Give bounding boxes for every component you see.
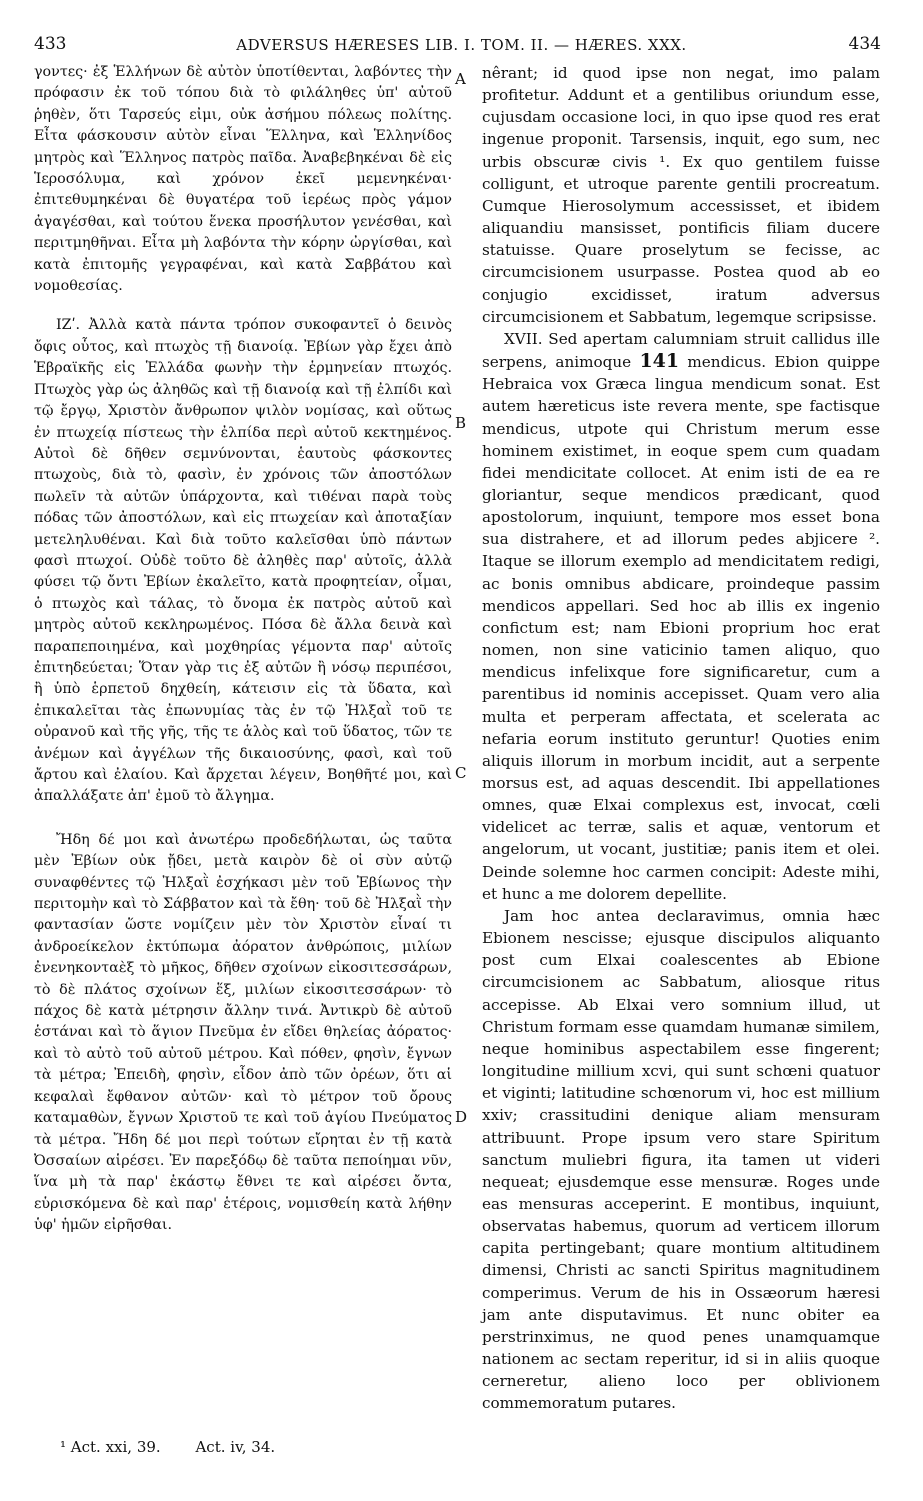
greek-paragraph-1: γοντες· ἐξ Ἑλλήνων δὲ αὐτὸν ὑποτίθενται, λαβόντες τὴν πρόφασιν ἐκ τοῦ τόπου διὰ τὸ φιλάληθες ὑπ' αὐτοῦ ῥηθὲν, ὅτι Ταρσεύς εἰμι, οὐκ ἀσήμου πόλεως πολίτης. Εἶτα φάσκουσιν αὐτὸν εἶναι Ἕλληνα, καὶ Ἑλληνίδος μητρὸς καὶ Ἕλληνος πατρὸς παῖδα. Ἀναβεβηκέναι δὲ εἰς Ἱεροσόλυμα, καὶ χρόνον ἐκεῖ μεμενηκέναι· ἐπιτεθυμηκέναι δὲ θυγατέρα τοῦ ἱερέως πρὸς γάμον ἀγαγέσθαι, καὶ τούτου ἕνεκα προσήλυτον γενέσθαι, καὶ περιτμηθῆναι. Εἶτα μὴ λαβόντα τὴν κόρην ὠργίσθαι, καὶ κατὰ ἐπιτομῆς γεγραφέναι, καὶ κατὰ Σαββάτου καὶ νομοθεσίας. [34,64,452,295]
greek-column [34,62,452,1237]
footnote-2: Act. iv, 34. [195,1438,276,1456]
column-number-marker: 141 [639,350,680,373]
latin-paragraph-3: Jam hoc antea declaravimus, omnia hæc Ebionem nescisse; ejusque discipulos aliquanto post cum Elxai coalescentes ab Ebione circumcisionem ac Sabbatum, aliosque ritus accepisse. Ab Elxai vero somnium illud, ut Christum formam esse quamdam humanæ similem, neque hominibus aspectabilem esse fingerent; longitudine millium xcvi, qui sunt schœni quatuor et viginti; latitudine schœnorum vi, hoc est millium xxiv; crassitudini denique aliam mensuram attribuunt. Prope ipsum vero stare Spiritum sanctum muliebri figura, ita tamen ut videri nequeat; ejusdemque esse mensuræ. Roges unde eas mensuras acceperint. E montibus, inquiunt, observatas habemus, quorum ad verticem illorum capita pertingebant; quare montium altitudinem dimensi, Christi ac sancti Spiritus magnitudinem comperimus. Verum de his in Ossæorum hæresi jam ante disputavimus. Et nunc obiter ea perstrinximus, ne quod penes unamquamque nationem ac sectam reperitur, id si in aliis quoque cerneretur, alieno loco per oblivionem commemoratum putares. [482,906,880,1413]
page-number-left: 433 [34,34,67,54]
page-number-right: 434 [848,34,881,54]
greek-paragraph-2: ΙΖʹ. Ἀλλὰ κατὰ πάντα τρόπον συκοφαντεῖ ὁ δεινὸς ὄφις οὗτος, καὶ πτωχὸς τῇ διανοίᾳ. Ἐβίων γὰρ ἔχει ἀπὸ Ἑβραϊκῆς εἰς Ἑλλάδα φωνὴν τὴν ἑρμηνείαν πτωχός. Πτωχὸς γὰρ ὡς ἀληθῶς καὶ τῇ διανοίᾳ καὶ τῇ ἐλπίδι καὶ τῷ ἔργῳ, Χριστὸν ἄνθρωπον ψιλὸν νομίσας, καὶ οὕτως ἐν πτωχείᾳ πίστεως τὴν ἐλπίδα περὶ αὐτοῦ κεκτημένος. Αὐτοὶ δὲ δῆθεν σεμνύνονται, ἑαυτοὺς φάσκοντες πτωχοὺς, διὰ τὸ, φασὶν, ἐν χρόνοις τῶν ἀποστόλων πωλεῖν τὰ αὐτῶν ὑπάρχοντα, καὶ τιθέναι παρὰ τοὺς πόδας τῶν ἀποστόλων, καὶ εἰς πτωχείαν καὶ ἀποταξίαν μετεληλυθέναι. Καὶ διὰ τοῦτο καλεῖσθαι ὑπὸ πάντων φασὶ πτωχοί. Οὐδὲ τοῦτο δὲ ἀληθὲς παρ' αὐτοῖς, ἀλλὰ φύσει τῷ ὄντι Ἐβίων ἐκαλεῖτο, κατὰ προφητείαν, οἶμαι, ὁ πτωχὸς καὶ τάλας, τὸ ὄνομα ἐκ πατρὸς αὐτοῦ καὶ μητρὸς αὐτοῦ κεκληρωμένος. Πόσα δὲ ἄλλα δεινὰ καὶ παραπεποιημένα, καὶ μοχθηρίας γέμοντα παρ' αὐτοῖς ἐπιτηδεύεται; Ὅταν γὰρ τις ἐξ αὐτῶν ἢ νόσῳ περιπέσοι, ἢ ὑπὸ ἑρπετοῦ δηχθείη, κάτεισιν εἰς τὰ ὕδατα, καὶ ἐπικαλεῖται τὰς ἐπωνυμίας τὰς ἐν τῷ Ἠλξαῒ τοῦ τε οὐρανοῦ καὶ τῆς γῆς, τῆς τε ἁλὸς καὶ τοῦ ὕδατος, τῶν τε ἀνέμων καὶ ἀγγέλων τῆς δικαιοσύνης, φασὶ, καὶ τοῦ ἄρτου καὶ ἐλαίου. Καὶ ἄρχεται λέγειν, Βοηθῆτέ μοι, καὶ ἀπαλλάξατε ἀπ' ἐμοῦ τὸ ἄλγημα. [34,317,452,805]
latin-paragraph-2 [482,328,880,905]
margin-marker-d: D [455,1108,468,1126]
margin-marker-c: C [455,764,467,782]
running-head-title: ADVERSUS HÆRESES LIB. I. TOM. II. — HÆRES. XXX. [236,36,687,54]
greek-paragraph-3: Ἤδη δέ μοι καὶ ἀνωτέρω προδεδήλωται, ὡς ταῦτα μὲν Ἐβίων οὐκ ᾔδει, μετὰ καιρὸν δὲ οἱ σὺν αὐτῷ συναφθέντες τῷ Ἠλξαῒ ἐσχήκασι μὲν τοῦ Ἐβίωνος τὴν περιτομὴν καὶ τὸ Σάββατον καὶ τὰ ἔθη· τοῦ δὲ Ἠλξαῒ τὴν φαντασίαν ὥστε νομίζειν μὲν τὸν Χριστὸν εἶναί τι ἀνδροείκελον ἐκτύπωμα ἀόρατον ἀνθρώποις, μιλίων ἐνενηκονταὲξ τὸ μῆκος, δῆθεν σχοίνων εἰκοσιτεσσάρων, τὸ δὲ πλάτος σχοίνων ἕξ, μιλίων εἰκοσιτεσσάρων· τὸ πάχος δὲ κατὰ μέτρησιν ἄλλην τινά. Ἀντικρὺ δὲ αὐτοῦ ἑστάναι καὶ τὸ ἅγιον Πνεῦμα ἐν εἴδει θηλείας ἀόρατος· καὶ τὸ αὐτὸ τοῦ αὐτοῦ μέτρου. Καὶ πόθεν, φησὶν, ἔγνων τὰ μέτρα; Ἐπειδὴ, φησὶν, εἶδον ἀπὸ τῶν ὀρέων, ὅτι αἱ κεφαλαὶ ἔφθανον αὐτῶν· καὶ τὸ μέτρον τοῦ ὄρους καταμαθὼν, ἔγνων Χριστοῦ τε καὶ τοῦ ἁγίου Πνεύματος τὰ μέτρα. Ἤδη δέ μοι περὶ τούτων εἴρηται ἐν τῇ κατὰ Ὀσσαίων αἱρέσει. Ἐν παρεξόδῳ δὲ ταῦτα πεποίημαι νῦν, ἵνα μὴ τὰ παρ' ἑκάστῳ ἔθνει τε καὶ αἱρέσει ὄντα, εὑρισκόμενα δὲ καὶ παρ' ἑτέροις, νομισθείη κατὰ λήθην ὑφ' ἡμῶν εἰρῆσθαι. [34,831,452,1234]
latin-column [482,62,880,1415]
latin-paragraph-1: nêrant; id quod ipse non negat, imo palam profitetur. Addunt et a gentilibus oriundum esse, cujusdam occasione loci, in quo ipse quod res erat ingenue proponit. Tarsensis, inquit, ego sum, nec urbis obscuræ civis ¹. Ex quo gentilem fuisse colligunt, et utroque parente gentili procreatum. Cumque Hierosolymum accessisset, et ibidem aliquandiu mansisset, pontificis filiam ducere statuisse. Quare proselytum se fecisse, ac circumcisionem usurpasse. Postea quod ab eo conjugio excidisset, iratum adversus circumcisionem et Sabbatum, legemque scripsisse. [482,64,880,326]
margin-marker-b: B [455,414,467,432]
latin-paragraph-2-start: XVII. Sed apertam calumniam struit callidus ille serpens, animoque [482,329,880,372]
footnotes [60,1438,305,1456]
latin-paragraph-2-rest: mendicus. Ebion quippe Hebraica vox Græca lingua mendicum sonat. Est autem hæreticus iste revera mente, spe factisque mendicus, utpote qui Christum merum esse hominem existimet, in eoque spem cum quadam fidei mendicitate collocet. At enim isti de ea re gloriantur, seque mendicos prædicant, quod apostolorum, inquiunt, tempore mos esset bona sua distrahere, et ad illorum pedes abjicere ². Itaque se illorum exemplo ad mendicitatem redigi, ac bonis omnibus abdicare, proindeque passim mendicos appellari. Sed hoc ab illis ex ingenio confictum est; nam Ebioni proprium hoc erat nomen, non sine vaticinio tamen aliquo, quo mendicus infelixque fore significaretur, cum a parentibus id nominis accepisset. Quam vero alia multa et perperam affectata, et scelerata ac nefaria eorum instituto geruntur! Quoties enim aliquis illorum in morbum incidit, aut a serpente morsus est, ad aquas descendit. Ibi appellationes omnes, quæ Elxai complexus est, invocat, cœli videlicet ac terræ, salis et aquæ, ventorum et angelorum, ut vocant, justitiæ; panis item et olei. Deinde solemne hoc carmen concipit: Adeste mihi, et hunc a me dolorem depellite. [482,353,881,903]
margin-marker-a: A [455,70,466,88]
running-header [0,34,923,56]
footnote-1: ¹ Act. xxi, 39. [60,1438,161,1456]
